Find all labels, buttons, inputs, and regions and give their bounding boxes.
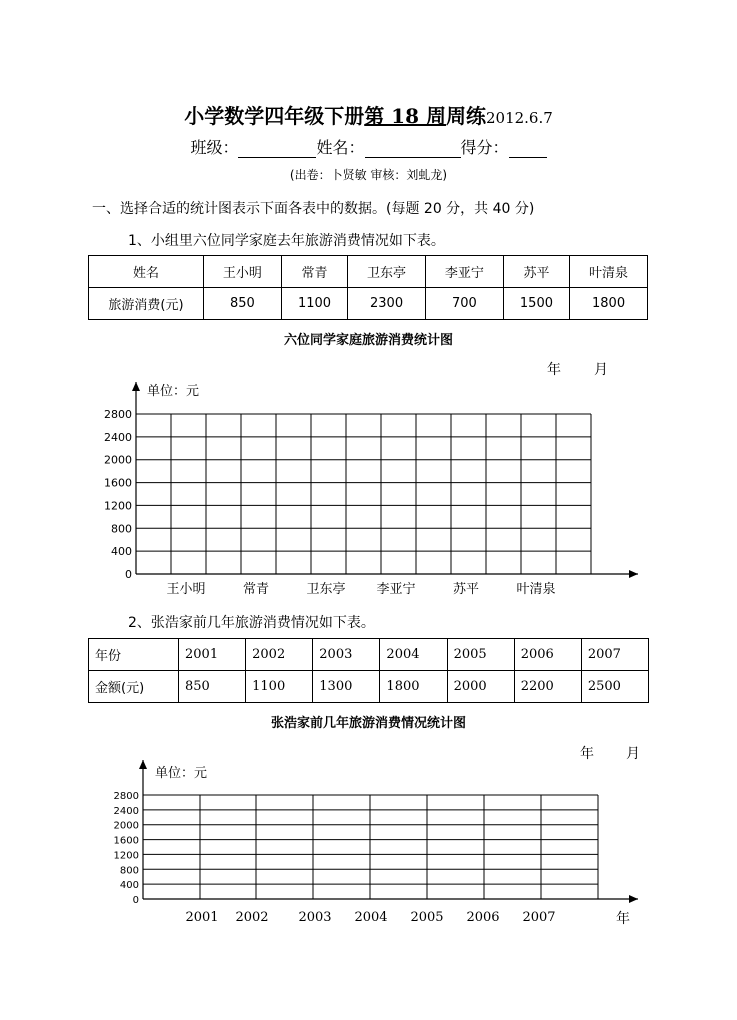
table-cell: 1500	[503, 288, 569, 320]
table-cell: 2005	[447, 639, 514, 671]
chart-1	[104, 382, 638, 597]
y-tick-label: 2000	[104, 453, 132, 467]
credit-line: (出卷：卜贤敏 审核：刘虬龙)	[289, 168, 448, 182]
table-cell: 1800	[380, 671, 447, 703]
table-cell: 卫东亭	[348, 256, 426, 288]
table-cell: 苏平	[503, 256, 569, 288]
x-tick-label: 李亚宁	[376, 582, 416, 597]
x-axis-arrow	[629, 895, 638, 903]
table-cell: 700	[425, 288, 503, 320]
x-axis-arrow	[629, 570, 638, 578]
table-cell: 2006	[514, 639, 581, 671]
chart-1-year-label: 年	[547, 362, 561, 378]
x-tick-label: 2005	[410, 910, 444, 925]
y-tick-label: 1200	[113, 850, 139, 862]
chart-2-month-label: 月	[626, 746, 640, 762]
x-tick-label: 2004	[354, 910, 388, 925]
table-cell: 王小明	[204, 256, 282, 288]
table-cell: 1100	[281, 288, 347, 320]
unit-label: 单位：元	[147, 384, 200, 399]
table-cell: 850	[179, 671, 246, 703]
y-tick-label: 800	[119, 865, 139, 877]
table-cell: 850	[204, 288, 282, 320]
table-cell: 常青	[281, 256, 347, 288]
table-2-header-label: 年份	[89, 639, 179, 671]
table-cell: 2007	[581, 639, 648, 671]
y-axis-arrow	[139, 760, 147, 769]
table-1-row-label: 旅游消费(元)	[89, 288, 204, 320]
table-1-header-label: 姓名	[89, 256, 204, 288]
y-tick-label: 0	[132, 895, 139, 906]
table-cell: 1300	[313, 671, 380, 703]
unit-label: 单位：元	[155, 766, 208, 781]
name-label: 姓名：	[316, 138, 365, 157]
x-tick-label: 2001	[185, 910, 219, 925]
title-part-c: 周练	[445, 104, 486, 128]
x-axis-end-label: 年	[616, 911, 630, 927]
y-axis-arrow	[132, 382, 140, 391]
table-cell: 2001	[179, 639, 246, 671]
x-tick-label: 2006	[466, 910, 500, 925]
table-cell: 2200	[514, 671, 581, 703]
y-tick-label: 0	[125, 568, 132, 581]
x-tick-label: 叶清泉	[516, 582, 556, 597]
x-tick-label: 2003	[298, 910, 332, 925]
x-tick-label: 2002	[235, 910, 269, 925]
x-tick-label: 卫东亭	[306, 582, 346, 597]
table-cell: 1100	[246, 671, 313, 703]
table-cell: 1800	[570, 288, 648, 320]
chart-2-title: 张浩家前几年旅游消费情况统计图	[270, 716, 466, 731]
question-2-text: 2、张浩家前几年旅游消费情况如下表。	[128, 615, 375, 631]
table-2-row-label: 金额(元)	[89, 671, 179, 703]
score-label: 得分：	[460, 138, 509, 157]
class-label: 班级：	[190, 138, 239, 157]
y-tick-label: 2800	[104, 408, 132, 421]
x-tick-label: 2007	[522, 910, 556, 925]
title-part-b: 第 18 周	[364, 104, 446, 128]
table-cell: 2002	[246, 639, 313, 671]
chart-2-year-label: 年	[580, 746, 594, 762]
x-tick-label: 苏平	[452, 582, 480, 597]
y-tick-label: 400	[111, 545, 132, 559]
y-tick-label: 1600	[104, 476, 132, 490]
table-cell: 2003	[313, 639, 380, 671]
x-tick-label: 常青	[242, 582, 270, 597]
section-heading: 一、选择合适的统计图表示下面各表中的数据。(每题 20 分，共 40 分)	[92, 201, 535, 217]
y-tick-label: 2000	[113, 820, 139, 832]
y-tick-label: 1200	[104, 499, 132, 513]
y-tick-label: 1600	[113, 835, 139, 847]
title-part-a: 小学数学四年级下册	[184, 104, 365, 128]
chart-2	[114, 760, 638, 927]
table-cell: 2300	[348, 288, 426, 320]
x-tick-label: 王小明	[166, 582, 206, 597]
table-cell: 2000	[447, 671, 514, 703]
title-date: 2012.6.7	[485, 109, 553, 127]
question-1-text: 1、小组里六位同学家庭去年旅游消费情况如下表。	[128, 233, 445, 249]
y-tick-label: 800	[111, 522, 132, 536]
y-tick-label: 2400	[104, 430, 132, 444]
table-cell: 2500	[581, 671, 648, 703]
y-tick-label: 2800	[113, 791, 139, 802]
chart-1-month-label: 月	[594, 362, 608, 378]
table-cell: 叶清泉	[570, 256, 648, 288]
table-cell: 李亚宁	[425, 256, 503, 288]
y-tick-label: 2400	[113, 805, 139, 817]
table-cell: 2004	[380, 639, 447, 671]
y-tick-label: 400	[119, 880, 139, 892]
chart-1-title: 六位同学家庭旅游消费统计图	[283, 333, 453, 348]
